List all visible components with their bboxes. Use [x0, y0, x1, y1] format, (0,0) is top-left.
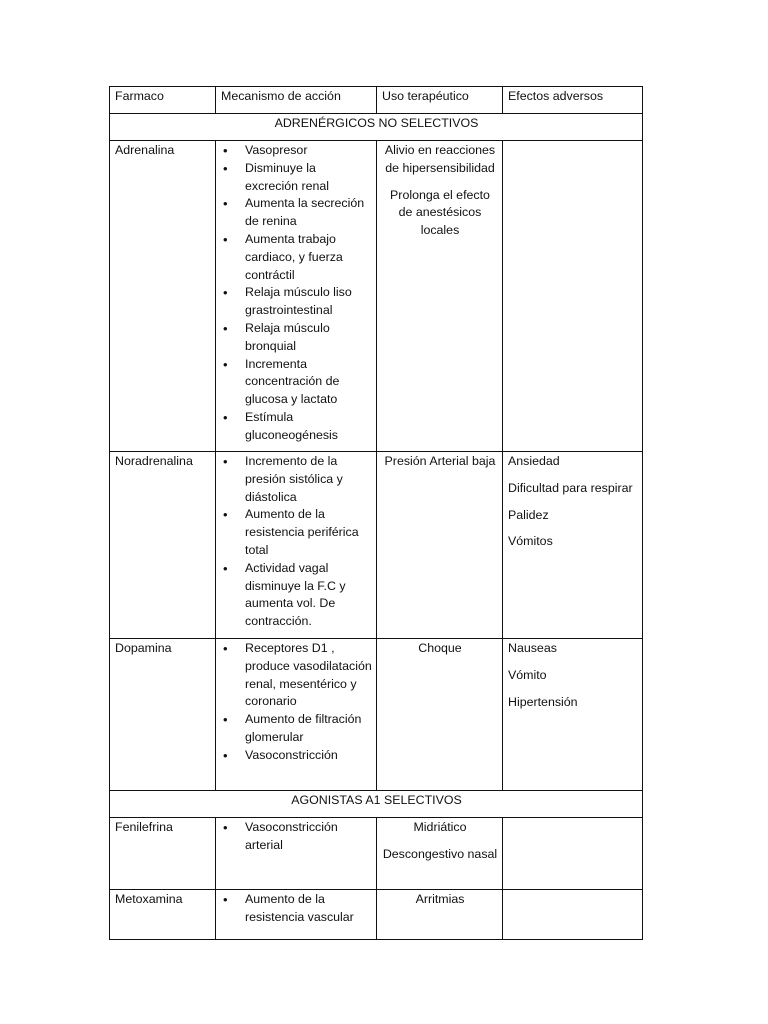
- adverse-effect: Hipertensión: [508, 694, 578, 709]
- adverse-effects-cell: [503, 639, 643, 791]
- mechanism-item: • Aumento de filtración glomerular: [221, 711, 372, 747]
- mechanism-item: • Incrementa concentración de glucosa y lactato: [221, 356, 372, 409]
- drug-row: [110, 890, 643, 940]
- drug-name: Noradrenalina: [110, 452, 216, 639]
- section-row-agonistas: [110, 791, 643, 818]
- therapeutic-use-cell: [377, 639, 503, 791]
- mechanism-item: • Aumento de la resistencia periférica total: [221, 506, 372, 559]
- header-farmaco: Farmaco: [110, 87, 216, 114]
- therapeutic-use: Prolonga el efecto de anestésicos locales: [390, 187, 490, 238]
- therapeutic-use-cell: [377, 452, 503, 639]
- mechanism-cell: [216, 452, 377, 639]
- mechanism-cell: [216, 818, 377, 890]
- therapeutic-use: Midriático: [413, 820, 467, 834]
- header-row: [110, 87, 643, 114]
- adverse-effect: Vómitos: [508, 534, 553, 549]
- header-uso: Uso terapéutico: [377, 87, 503, 114]
- section-title-adrenergicos: ADRENÉRGICOS NO SELECTIVOS: [110, 114, 643, 141]
- mechanism-item: • Aumento de la resistencia vascular: [221, 891, 372, 927]
- mechanism-item: • Vasoconstricción arterial: [221, 819, 372, 855]
- adverse-effect: Palidez: [508, 507, 549, 522]
- therapeutic-use: Arritmias: [415, 892, 465, 906]
- mechanism-item: • Aumenta la secreción de renina: [221, 195, 372, 231]
- drug-name: Metoxamina: [110, 890, 216, 940]
- therapeutic-use: Descongestivo nasal: [382, 846, 498, 861]
- section-row-adrenergicos: [110, 114, 643, 141]
- drug-row: [110, 452, 643, 639]
- mechanism-item: • Relaja músculo liso grastrointestinal: [221, 284, 372, 320]
- pharmacology-table: [109, 86, 643, 940]
- mechanism-item: • Estímula gluconeogénesis: [221, 409, 372, 445]
- mechanism-item: • Actividad vagal disminuye la F.C y aumenta vol. De contracción.: [221, 560, 372, 631]
- drug-name: Adrenalina: [110, 141, 216, 452]
- drug-name: Fenilefrina: [110, 818, 216, 890]
- mechanism-item: • Aumenta trabajo cardiaco, y fuerza contráctil: [221, 231, 372, 284]
- section-title-agonistas: AGONISTAS A1 SELECTIVOS: [110, 791, 643, 818]
- adverse-effects-cell: [503, 818, 643, 890]
- mechanism-list: [221, 640, 372, 765]
- adverse-effect: Vómito: [508, 667, 547, 682]
- header-mecanismo: Mecanismo de acción: [216, 87, 377, 114]
- therapeutic-use: Alivio en reacciones de hipersensibilidad: [384, 143, 496, 175]
- mechanism-list: [221, 453, 372, 631]
- mechanism-list: [221, 142, 372, 445]
- mechanism-list: [221, 819, 372, 855]
- mechanism-item: • Receptores D1 , produce vasodilatación renal, mesentérico y coronario: [221, 640, 372, 711]
- mechanism-item: • Relaja músculo bronquial: [221, 320, 372, 356]
- adverse-effect: Nauseas: [508, 641, 557, 655]
- adverse-effects-cell: [503, 452, 643, 639]
- drug-row: [110, 639, 643, 791]
- drug-name: Dopamina: [110, 639, 216, 791]
- mechanism-cell: [216, 141, 377, 452]
- therapeutic-use: Choque: [418, 641, 462, 655]
- adverse-effects-cell: [503, 890, 643, 940]
- drug-row: [110, 818, 643, 890]
- drug-row: [110, 141, 643, 452]
- therapeutic-use-cell: [377, 890, 503, 940]
- header-efectos: Efectos adversos: [503, 87, 643, 114]
- adverse-effect: Ansiedad: [508, 454, 560, 468]
- mechanism-cell: [216, 890, 377, 940]
- mechanism-item: • Vasopresor: [221, 142, 372, 160]
- mechanism-item: • Vasoconstricción: [221, 747, 372, 765]
- therapeutic-use-cell: [377, 141, 503, 452]
- mechanism-cell: [216, 639, 377, 791]
- therapeutic-use: Presión Arterial baja: [384, 454, 496, 468]
- adverse-effect: Dificultad para respirar: [508, 480, 633, 495]
- adverse-effects-cell: [503, 141, 643, 452]
- therapeutic-use-cell: [377, 818, 503, 890]
- mechanism-item: • Disminuye la excreción renal: [221, 160, 372, 196]
- mechanism-item: • Incremento de la presión sistólica y diástolica: [221, 453, 372, 506]
- mechanism-list: [221, 891, 372, 927]
